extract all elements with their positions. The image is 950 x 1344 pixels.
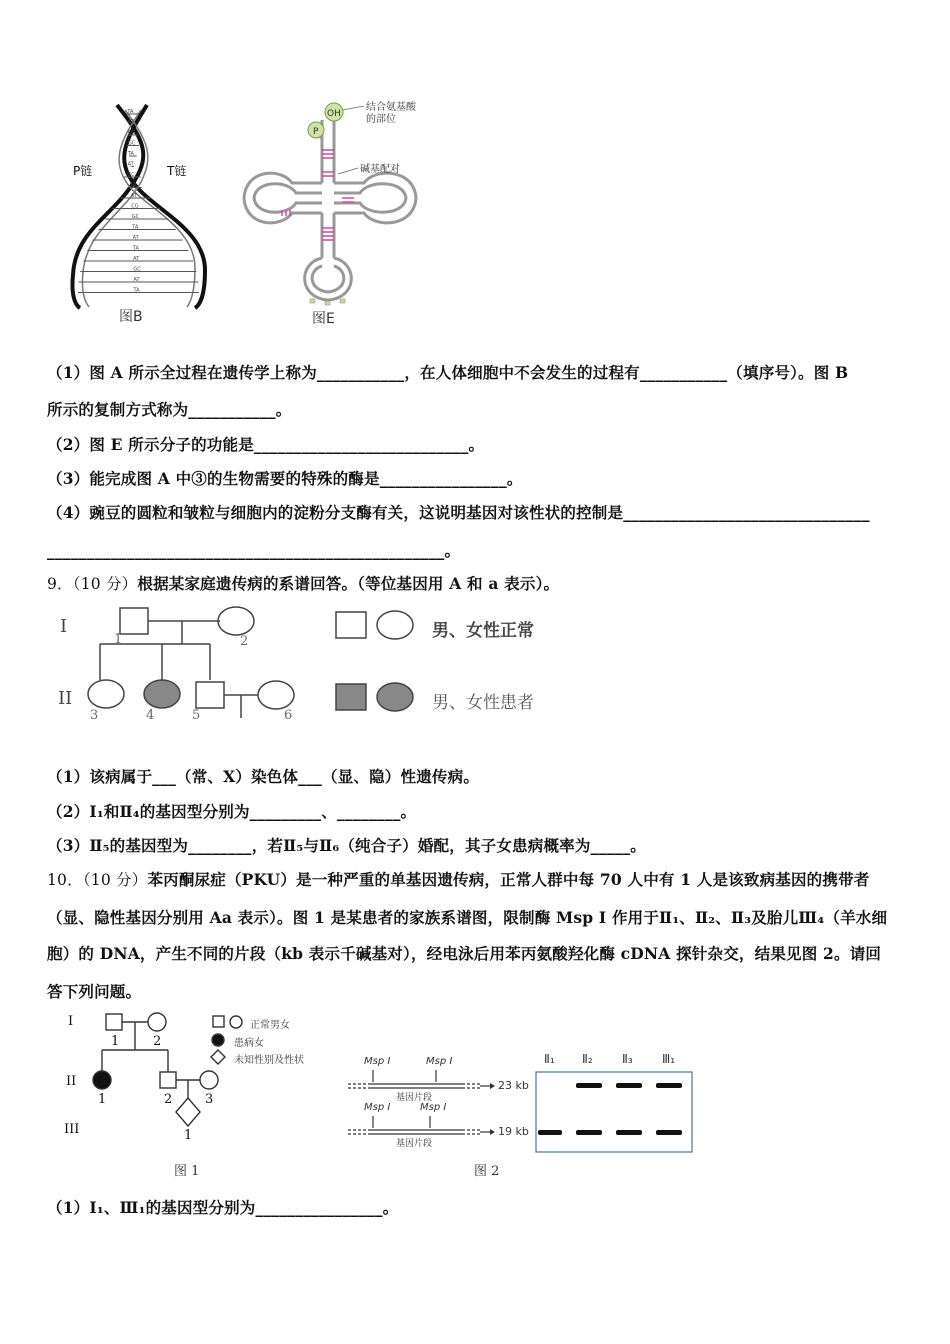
q9-gen-2-label: II	[58, 688, 73, 709]
base-pair-letter: TA	[133, 287, 140, 294]
fig1-id-II2: 2	[164, 1092, 173, 1107]
q10-line-4: 答下列问题。	[47, 982, 142, 1001]
figure-e	[238, 98, 438, 328]
fig1-gen-3: III	[64, 1122, 80, 1137]
figure-e-caption: 图E	[312, 311, 335, 327]
q8-line-2: 所示的复制方式称为___________。	[47, 400, 292, 419]
fig1-id-II3: 3	[205, 1092, 214, 1107]
base-pair-letter: AT	[132, 235, 139, 241]
base-pair-letter: CG	[127, 130, 136, 136]
q8-line-6: __________________________________________________。	[47, 541, 461, 560]
fig2-enzyme-2a: Msp I	[364, 1102, 391, 1113]
base-pair-letter: TA	[127, 109, 134, 115]
fig2-enzyme-2b: Msp I	[420, 1102, 447, 1113]
base-pair-letter: AT	[127, 161, 134, 168]
q10-line-3: 胞）的 DNA，产生不同的片段（kb 表示千碱基对），经电泳后用苯丙氨酸羟化酶 cDNA 探针杂交，结果见图 2。请回	[47, 944, 882, 963]
base-pair-label: 碱基配对	[360, 164, 400, 175]
q9-title: 根据某家庭遗传病的系谱回答。（等位基因用 A 和 a 表示）。	[137, 574, 560, 593]
q9-sub-1: （1）该病属于___（常、X）染色体___（显、隐）性遗传病。	[47, 767, 480, 786]
base-pair-letter: GC	[131, 214, 140, 220]
fig2-enzyme-1b: Msp I	[426, 1056, 453, 1067]
q10-figure-1	[60, 1010, 350, 1180]
q9-gen-1-label: I	[60, 616, 68, 637]
fig2-fragment-label-2: 基因片段	[396, 1139, 433, 1149]
base-pair-letter: GC	[133, 266, 141, 273]
q9-id-3: 3	[90, 708, 99, 723]
q9-pedigree	[50, 600, 570, 730]
q9-id-5: 5	[192, 708, 201, 723]
q10-sub-1: （1）I₁、Ⅲ₁的基因型分别为________________。	[47, 1198, 399, 1217]
oh-label: OH	[327, 109, 341, 119]
fig1-gen-2: II	[66, 1074, 77, 1089]
trna-diagram	[238, 98, 438, 308]
q8-line-3: （2）图 E 所示分子的功能是___________________________。	[47, 435, 485, 454]
phosphate-label: P	[313, 127, 319, 137]
base-pair-letter: GC	[127, 140, 136, 147]
q9-number: 9．（10 分）	[47, 575, 138, 593]
q10-line-2: （显、隐性基因分别用 Aa 表示）。图 1 是某患者的家族系谱图，限制酶 Msp I 作用于Ⅱ₁、Ⅱ₂、Ⅱ₃及胎儿Ⅲ₄（羊水细	[47, 908, 888, 927]
fig2-fragment-label-1: 基因片段	[396, 1093, 433, 1103]
fig1-id-I1: 1	[111, 1034, 120, 1049]
figure-b-caption: 图B	[119, 309, 143, 325]
fig1-id-III1: 1	[184, 1128, 193, 1143]
fig1-legend-unknown: 未知性别及性状	[234, 1055, 304, 1066]
q10-number: 10．（10 分）	[47, 871, 148, 889]
fig1-legend-affected: 患病女	[234, 1038, 264, 1049]
fig2-size-23kb: 23 kb	[498, 1079, 529, 1092]
q9-id-4: 4	[146, 708, 155, 723]
amino-acid-site-label-2: 的部位	[366, 114, 396, 125]
fig1-id-I2: 2	[153, 1034, 162, 1049]
q8-line-5: （4）豌豆的圆粒和皱粒与细胞内的淀粉分支酶有关，这说明基因对该性状的控制是_______________________________	[47, 503, 870, 522]
q9-header	[47, 572, 559, 594]
fig2-caption: 图 2	[474, 1164, 500, 1179]
q10-figure-2	[340, 1048, 720, 1178]
base-pair-letter: TA	[127, 151, 134, 157]
base-pair-letter: TA	[132, 245, 139, 252]
dna-helix-diagram	[55, 100, 225, 310]
base-pair-letter: AT	[130, 193, 137, 199]
q10-text-1: 苯丙酮尿症（PKU）是一种严重的单基因遗传病，正常人群中每 70 人中有 1 人是该致病基因的携带者	[147, 870, 870, 889]
fig1-caption: 图 1	[174, 1164, 200, 1179]
fig1-id-II1: 1	[98, 1092, 107, 1107]
fig2-lane-3: Ⅱ₃	[622, 1052, 633, 1066]
fig2-size-19kb: 19 kb	[498, 1125, 529, 1138]
q9-sub-2: （2）Ⅰ₁和Ⅱ₄的基因型分别为_________、________。	[47, 802, 417, 821]
q9-legend-normal: 男、女性正常	[432, 621, 534, 641]
fig2-lane-4: Ⅲ₁	[662, 1052, 676, 1066]
base-pair-letter: GC	[127, 172, 135, 178]
base-pair-letter: TA	[132, 224, 139, 231]
fig2-enzyme-1a: Msp I	[364, 1056, 391, 1067]
fig1-legend-normal: 正常男女	[250, 1020, 290, 1031]
q10-line-1	[47, 868, 869, 890]
q8-line-1: （1）图 A 所示全过程在遗传学上称为___________，在人体细胞中不会发生的过程有___________（填序号）。图 B	[47, 363, 849, 382]
base-pair-letter: CG	[131, 203, 139, 210]
t-chain-label: T链	[167, 164, 187, 178]
base-pair-letter: TA	[130, 182, 137, 189]
fig2-lane-2: Ⅱ₂	[582, 1052, 593, 1066]
q9-id-2: 2	[240, 634, 249, 649]
base-pair-letter: AT	[133, 256, 140, 262]
p-chain-label: P链	[73, 164, 93, 178]
q9-id-1: 1	[114, 632, 123, 647]
fig2-lane-1: Ⅱ₁	[544, 1052, 555, 1066]
base-pair-letter: AT	[127, 119, 134, 126]
q8-line-4: （3）能完成图 A 中③的生物需要的特殊的酶是________________。	[47, 469, 523, 488]
q9-sub-3: （3）Ⅱ₅的基因型为________，若Ⅱ₅与Ⅱ₆（纯合子）婚配，其子女患病概率为_____。	[47, 836, 646, 855]
base-pair-letter: AT	[133, 277, 140, 283]
fig1-gen-1: I	[68, 1014, 74, 1029]
q9-legend-affected: 男、女性患者	[432, 693, 534, 713]
figure-b	[55, 100, 225, 325]
q9-id-6: 6	[284, 708, 293, 723]
amino-acid-site-label-1: 结合氨基酸	[366, 102, 416, 113]
